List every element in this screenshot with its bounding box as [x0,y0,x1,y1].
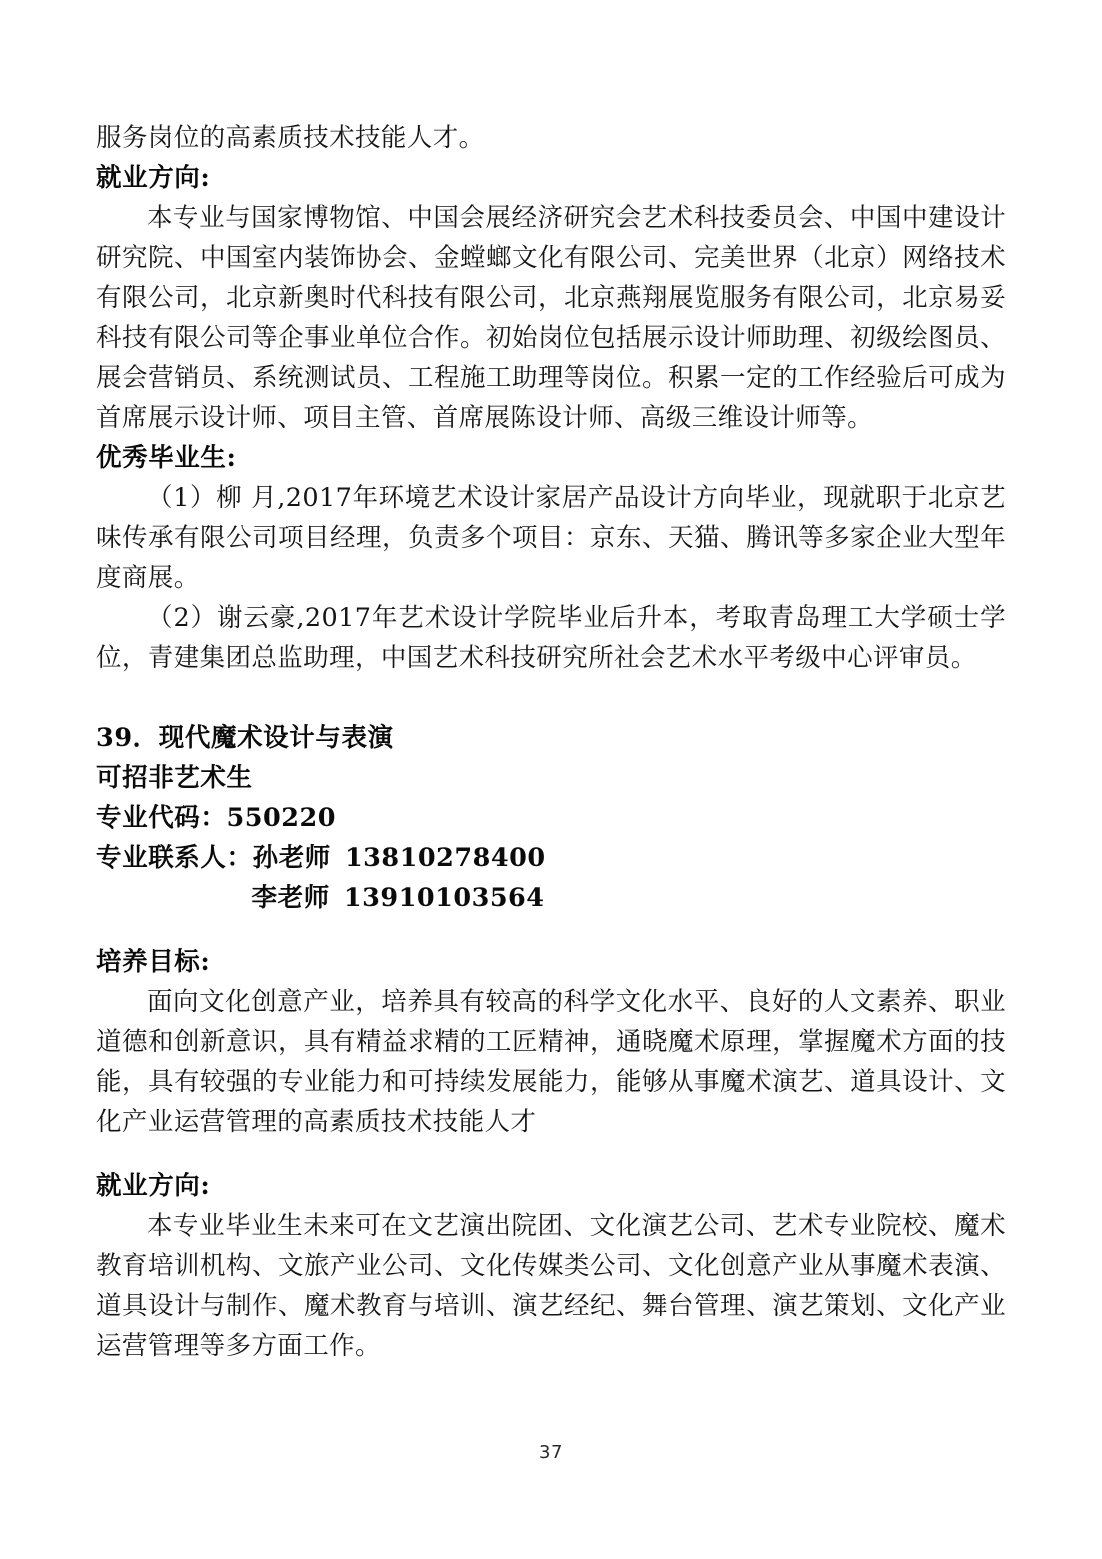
contact-1-name: 孙老师 [252,843,331,873]
contact-2-name: 李老师 [251,883,330,913]
contact-2-phone: 13910103564 [343,883,545,913]
paragraph-spacer [96,1142,1006,1166]
major-39-contact-line-1 [96,838,1006,878]
major-39-contact-line-2 [96,878,1006,918]
major-39-title: 39．现代魔术设计与表演 [96,723,394,753]
employment-direction-heading-major39: 就业方向: [96,1171,211,1201]
contact-1-phone: 13810278400 [344,843,546,873]
major-39-code-line [96,798,1006,838]
training-objective-heading: 培养目标: [96,947,211,977]
outstanding-graduates-heading: 优秀毕业生: [96,443,237,473]
major-39-admission-note: 可招非艺术生 [96,763,253,793]
graduate-entry-2: （2）谢云豪,2017年艺术设计学院毕业后升本，考取青岛理工大学硕士学位，青建集团总监助理，中国艺术科技研究所社会艺术水平考级中心评审员。 [96,603,1006,673]
training-objective-paragraph: 面向文化创意产业，培养具有较高的科学文化水平、良好的人文素养、职业道德和创新意识，具有精益求精的工匠精神，通晓魔术原理，掌握魔术方面的技能，具有较强的专业能力和可持续发展能力，能够从事魔术演艺、道具设计、文化产业运营管理的高素质技术技能人才 [96,987,1006,1137]
employment-direction-paragraph-major38: 本专业与国家博物馆、中国会展经济研究会艺术科技委员会、中国中建设计研究院、中国室内装饰协会、金螳螂文化有限公司、完美世界（北京）网络技术有限公司，北京新奥时代科技有限公司，北京燕翔展览服务有限公司，北京易妥科技有限公司等企事业单位合作。初始岗位包括展示设计师助理、初级绘图员、展会营销员、系统测试员、工程施工助理等岗位。积累一定的工作经验后可成为首席展示设计师、项目主管、首席展陈设计师、高级三维设计师等。 [96,203,1006,433]
page-content [96,118,1006,1366]
major-code-label: 专业代码： [96,803,227,833]
employment-direction-paragraph-major39: 本专业毕业生未来可在文艺演出院团、文化演艺公司、艺术专业院校、魔术教育培训机构、文旅产业公司、文化传媒类公司、文化创意产业从事魔术表演、道具设计与制作、魔术教育与培训、演艺经纪、舞台管理、演艺策划、文化产业运营管理等多方面工作。 [96,1211,1006,1361]
page-number: 37 [539,1442,563,1463]
graduate-entry-1: （1）柳 月,2017年环境艺术设计家居产品设计方向毕业，现就职于北京艺味传承有限公司项目经理，负责多个项目：京东、天猫、腾讯等多家企业大型年度商展。 [96,483,1006,593]
contact-label: 专业联系人： [96,843,253,873]
major-code-value: 550220 [226,803,336,833]
paragraph-spacer [96,918,1006,942]
section-spacer [96,678,1006,718]
employment-direction-heading-major38: 就业方向: [96,163,211,193]
continued-paragraph: 服务岗位的高素质技术技能人才。 [96,123,485,153]
